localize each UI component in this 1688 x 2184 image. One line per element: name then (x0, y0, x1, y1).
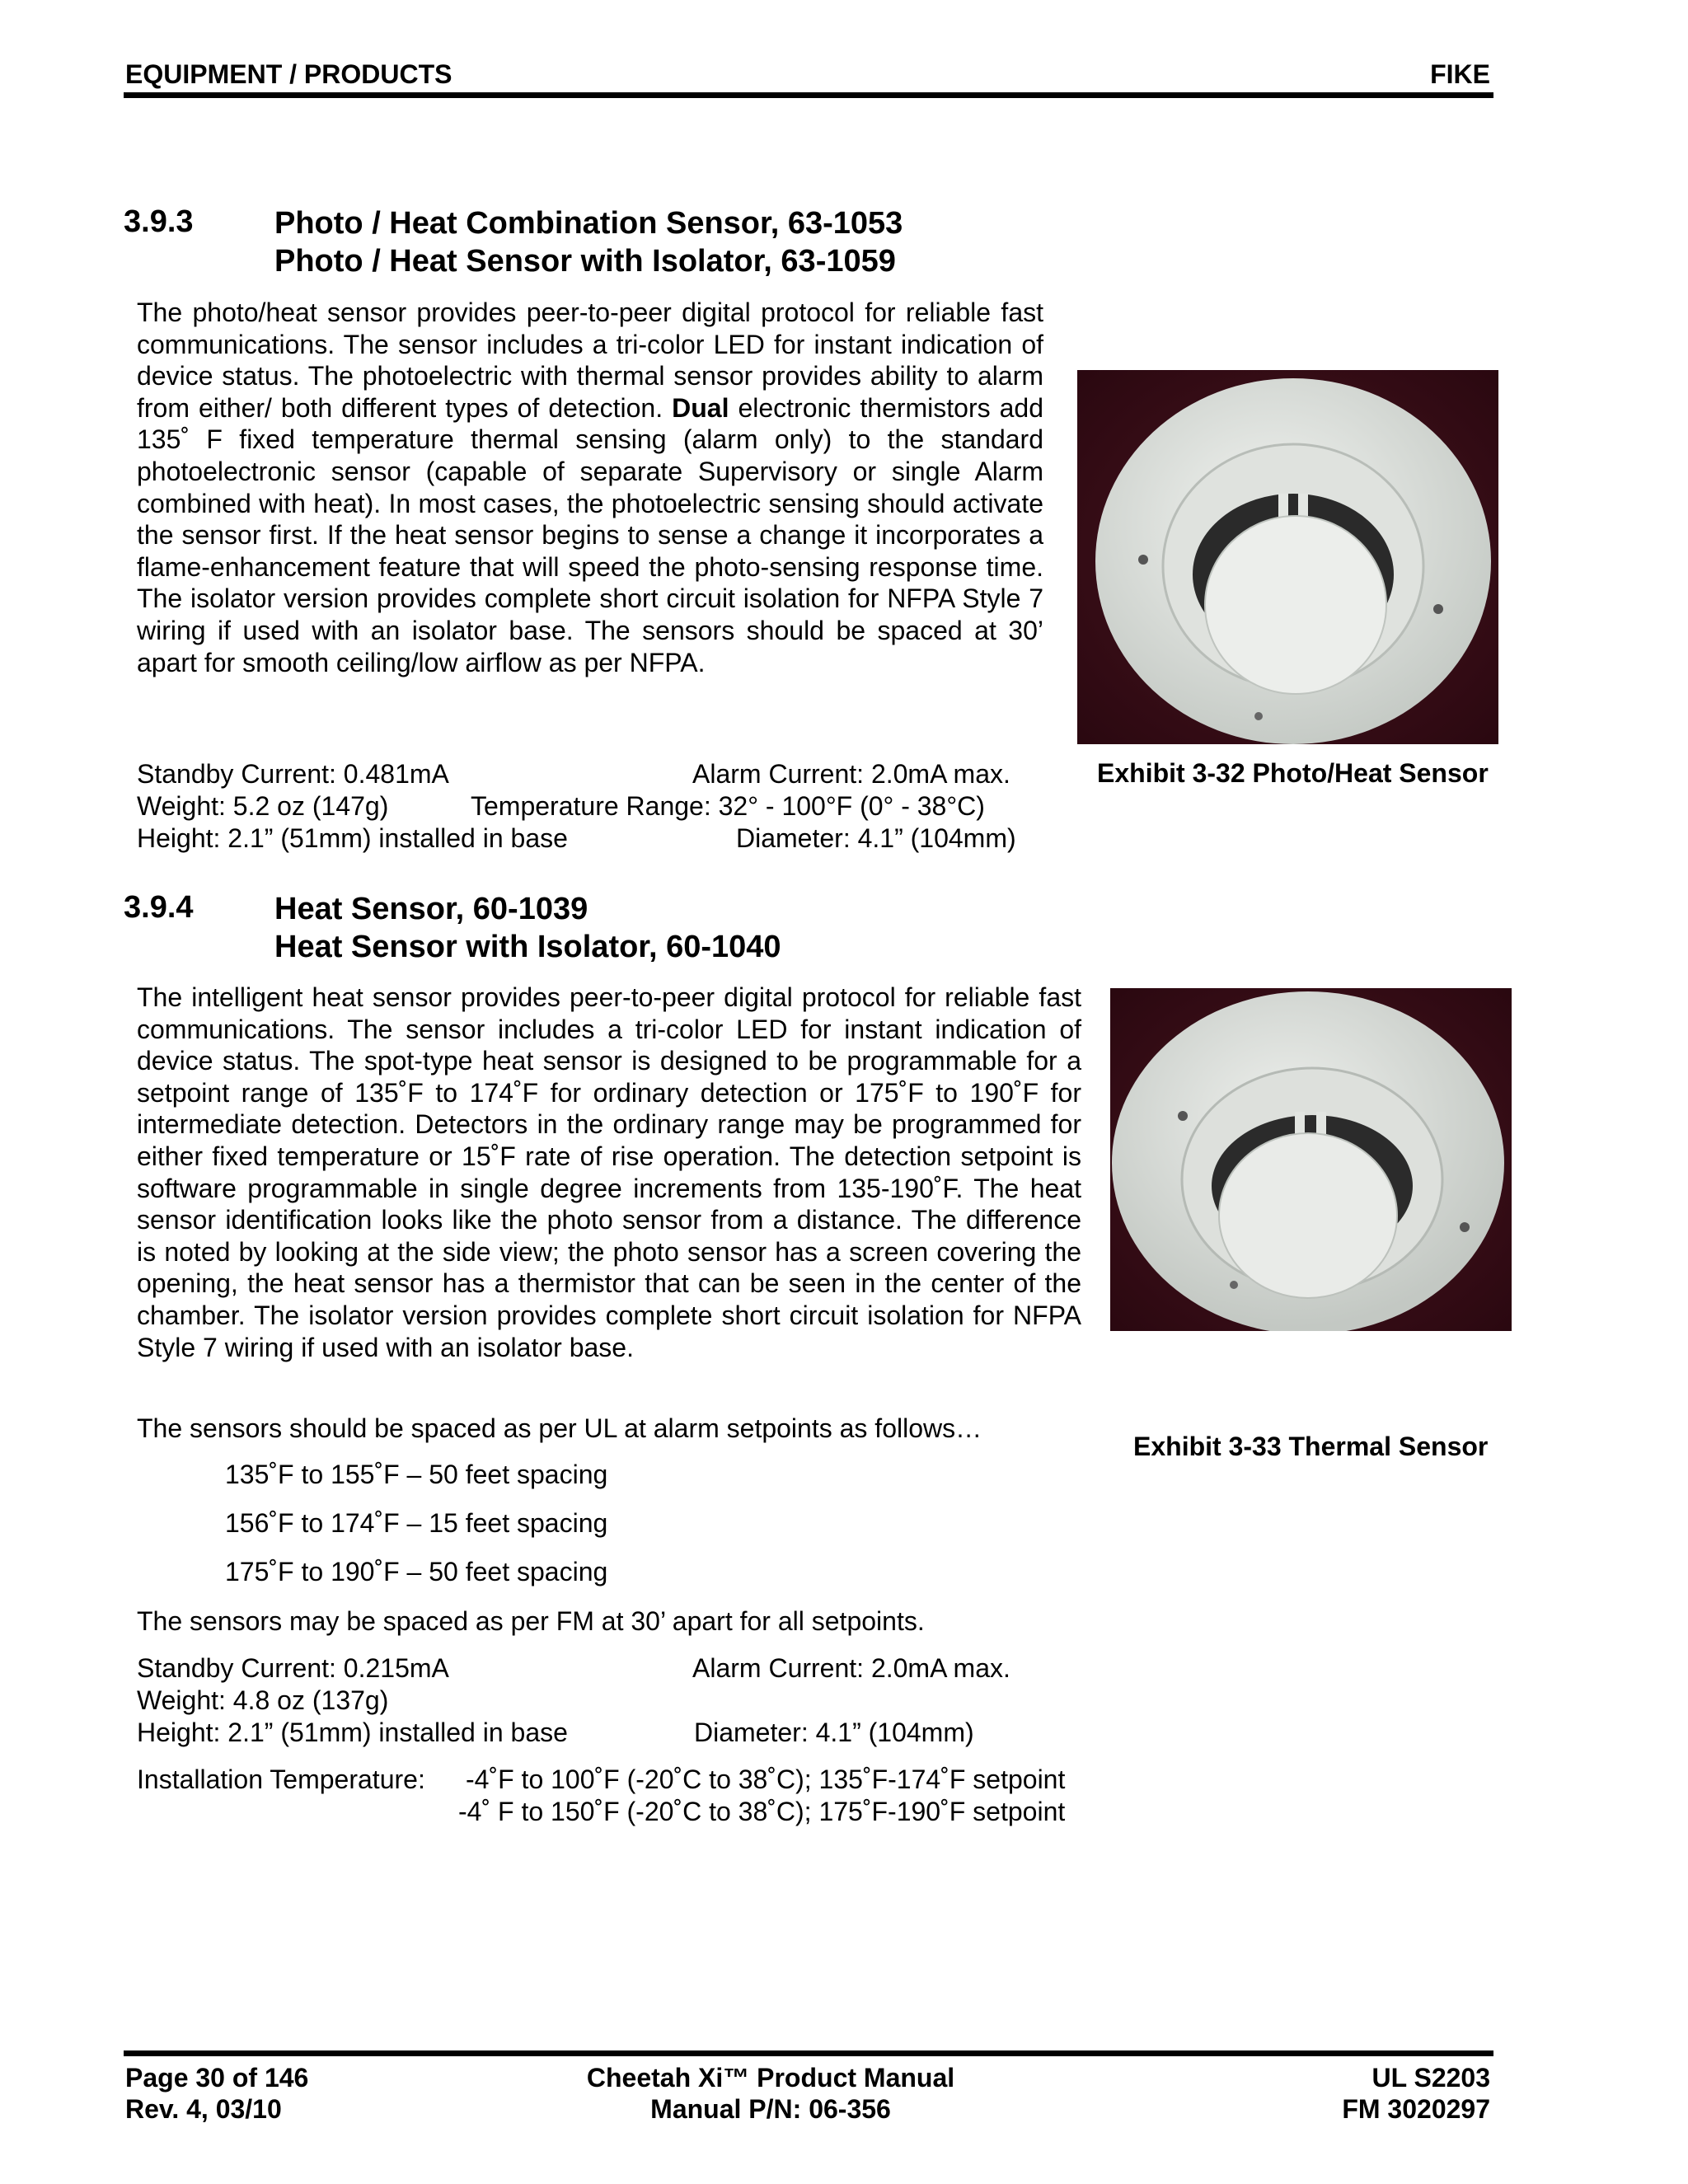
section-393-body-bold: Dual (672, 392, 729, 423)
section-394-number: 3.9.4 (124, 890, 194, 925)
s393-height: Height: 2.1” (51mm) installed in base (137, 823, 568, 853)
s394-weight: Weight: 4.8 oz (137g) (137, 1685, 389, 1715)
section-394-title-line2: Heat Sensor with Isolator, 60-1040 (274, 930, 781, 964)
exhibit-3-32-caption: Exhibit 3-32 Photo/Heat Sensor (1097, 758, 1489, 788)
s394-spacing-item-3: 175˚F to 190˚F – 50 feet spacing (225, 1557, 608, 1586)
exhibit-3-33-caption: Exhibit 3-33 Thermal Sensor (1133, 1432, 1489, 1461)
footer-rev: Rev. 4, 03/10 (125, 2094, 282, 2124)
footer-fm: FM 3020297 (1342, 2094, 1490, 2124)
section-393-body (137, 297, 1043, 678)
footer-manual-pn: Manual P/N: 06-356 (650, 2094, 891, 2124)
thermal-sensor-image (1110, 988, 1512, 1331)
section-393-title-line1: Photo / Heat Combination Sensor, 63-1053 (274, 206, 903, 241)
footer-manual-title: Cheetah Xi™ Product Manual (586, 2063, 955, 2093)
s394-install-temp-line2: -4˚ F to 150˚F (-20˚C to 38˚C); 175˚F-190˚F setpoint (458, 1797, 1066, 1826)
s393-diameter: Diameter: 4.1” (104mm) (736, 823, 1016, 853)
footer-right (1342, 2062, 1490, 2125)
s394-fm-spacing: The sensors may be spaced as per FM at 30’ apart for all setpoints. (137, 1606, 925, 1636)
footer-rule (124, 2050, 1493, 2056)
header-right: FIKE (1430, 59, 1490, 89)
s394-diameter: Diameter: 4.1” (104mm) (694, 1718, 974, 1747)
section-393-title-line2: Photo / Heat Sensor with Isolator, 63-1059 (274, 244, 896, 279)
section-394-body: The intelligent heat sensor provides peer-to-peer digital protocol for reliable fast communications. The sensor includes a tri-color LED for instant indication of device status. The spot-type heat sensor is designed to be programmable for a setpoint range of 135˚F to 174˚F for ordinary detection or 175˚F to 190˚F for intermediate detection. Detectors in the ordinary range may be programmed for either fixed temperature or 15˚F rate of rise operation. The detection setpoint is software programmable in single degree increments from 135-190˚F. The heat sensor identification looks like the photo sensor from a distance. The difference is noted by looking at the side view; the photo sensor has a screen covering the opening, the heat sensor has a thermistor that can be seen in the center of the chamber. The isolator version provides complete short circuit isolation for NFPA Style 7 wiring if used with an isolator base. (137, 982, 1081, 1362)
s394-height: Height: 2.1” (51mm) installed in base (137, 1718, 568, 1747)
s394-standby-current: Standby Current: 0.215mA (137, 1653, 449, 1683)
section-393-body-part2: electronic thermistors add 135˚ F fixed temperature thermal sensing (alarm only) to the standard photoelectronic sensor (capable of separate Supervisory or single Alarm combined with heat). In most cases, the photoelectric sensing should activate the sensor first. If the heat sensor begins to sense a change it incorporates a flame-enhancement feature that will speed the photo-sensing response time. The isolator version provides complete short circuit isolation for NFPA Style 7 wiring if used with an isolator base. The sensors should be spaced at 30’ apart for smooth ceiling/low airflow as per NFPA. (137, 392, 1044, 677)
s393-temp-range: Temperature Range: 32° - 100°F (0° - 38°C) (471, 791, 985, 821)
s393-weight: Weight: 5.2 oz (147g) (137, 791, 389, 821)
s393-alarm-current: Alarm Current: 2.0mA max. (692, 759, 1010, 789)
footer-page: Page 30 of 146 (125, 2063, 309, 2093)
s394-alarm-current: Alarm Current: 2.0mA max. (692, 1653, 1010, 1683)
section-393-number: 3.9.3 (124, 204, 194, 239)
photo-heat-sensor-image (1077, 370, 1498, 744)
s394-spacing-item-2: 156˚F to 174˚F – 15 feet spacing (225, 1508, 608, 1538)
s394-spacing-intro: The sensors should be spaced as per UL at alarm setpoints as follows… (137, 1413, 982, 1443)
section-393-title (274, 204, 903, 280)
section-394-title (274, 890, 781, 966)
header-rule (124, 92, 1493, 98)
section-393-body-part1: The photo/heat sensor provides peer-to-peer digital protocol for reliable fast communications. The sensor includes a tri-color LED for instant indication of device status. The photoelectric with thermal sensor provides ability to alarm from either/ both different types of detection. (137, 298, 1043, 423)
s394-install-temp-label: Installation Temperature: (137, 1765, 425, 1794)
s393-standby-current: Standby Current: 0.481mA (137, 759, 449, 789)
s394-install-temp-line1: -4˚F to 100˚F (-20˚C to 38˚C); 135˚F-174˚F setpoint (466, 1765, 1066, 1794)
s394-spacing-item-1: 135˚F to 155˚F – 50 feet spacing (225, 1460, 608, 1489)
footer-ul: UL S2203 (1372, 2063, 1490, 2093)
footer-left (125, 2062, 308, 2125)
section-394-title-line1: Heat Sensor, 60-1039 (274, 892, 588, 926)
header-left: EQUIPMENT / PRODUCTS (125, 59, 452, 89)
